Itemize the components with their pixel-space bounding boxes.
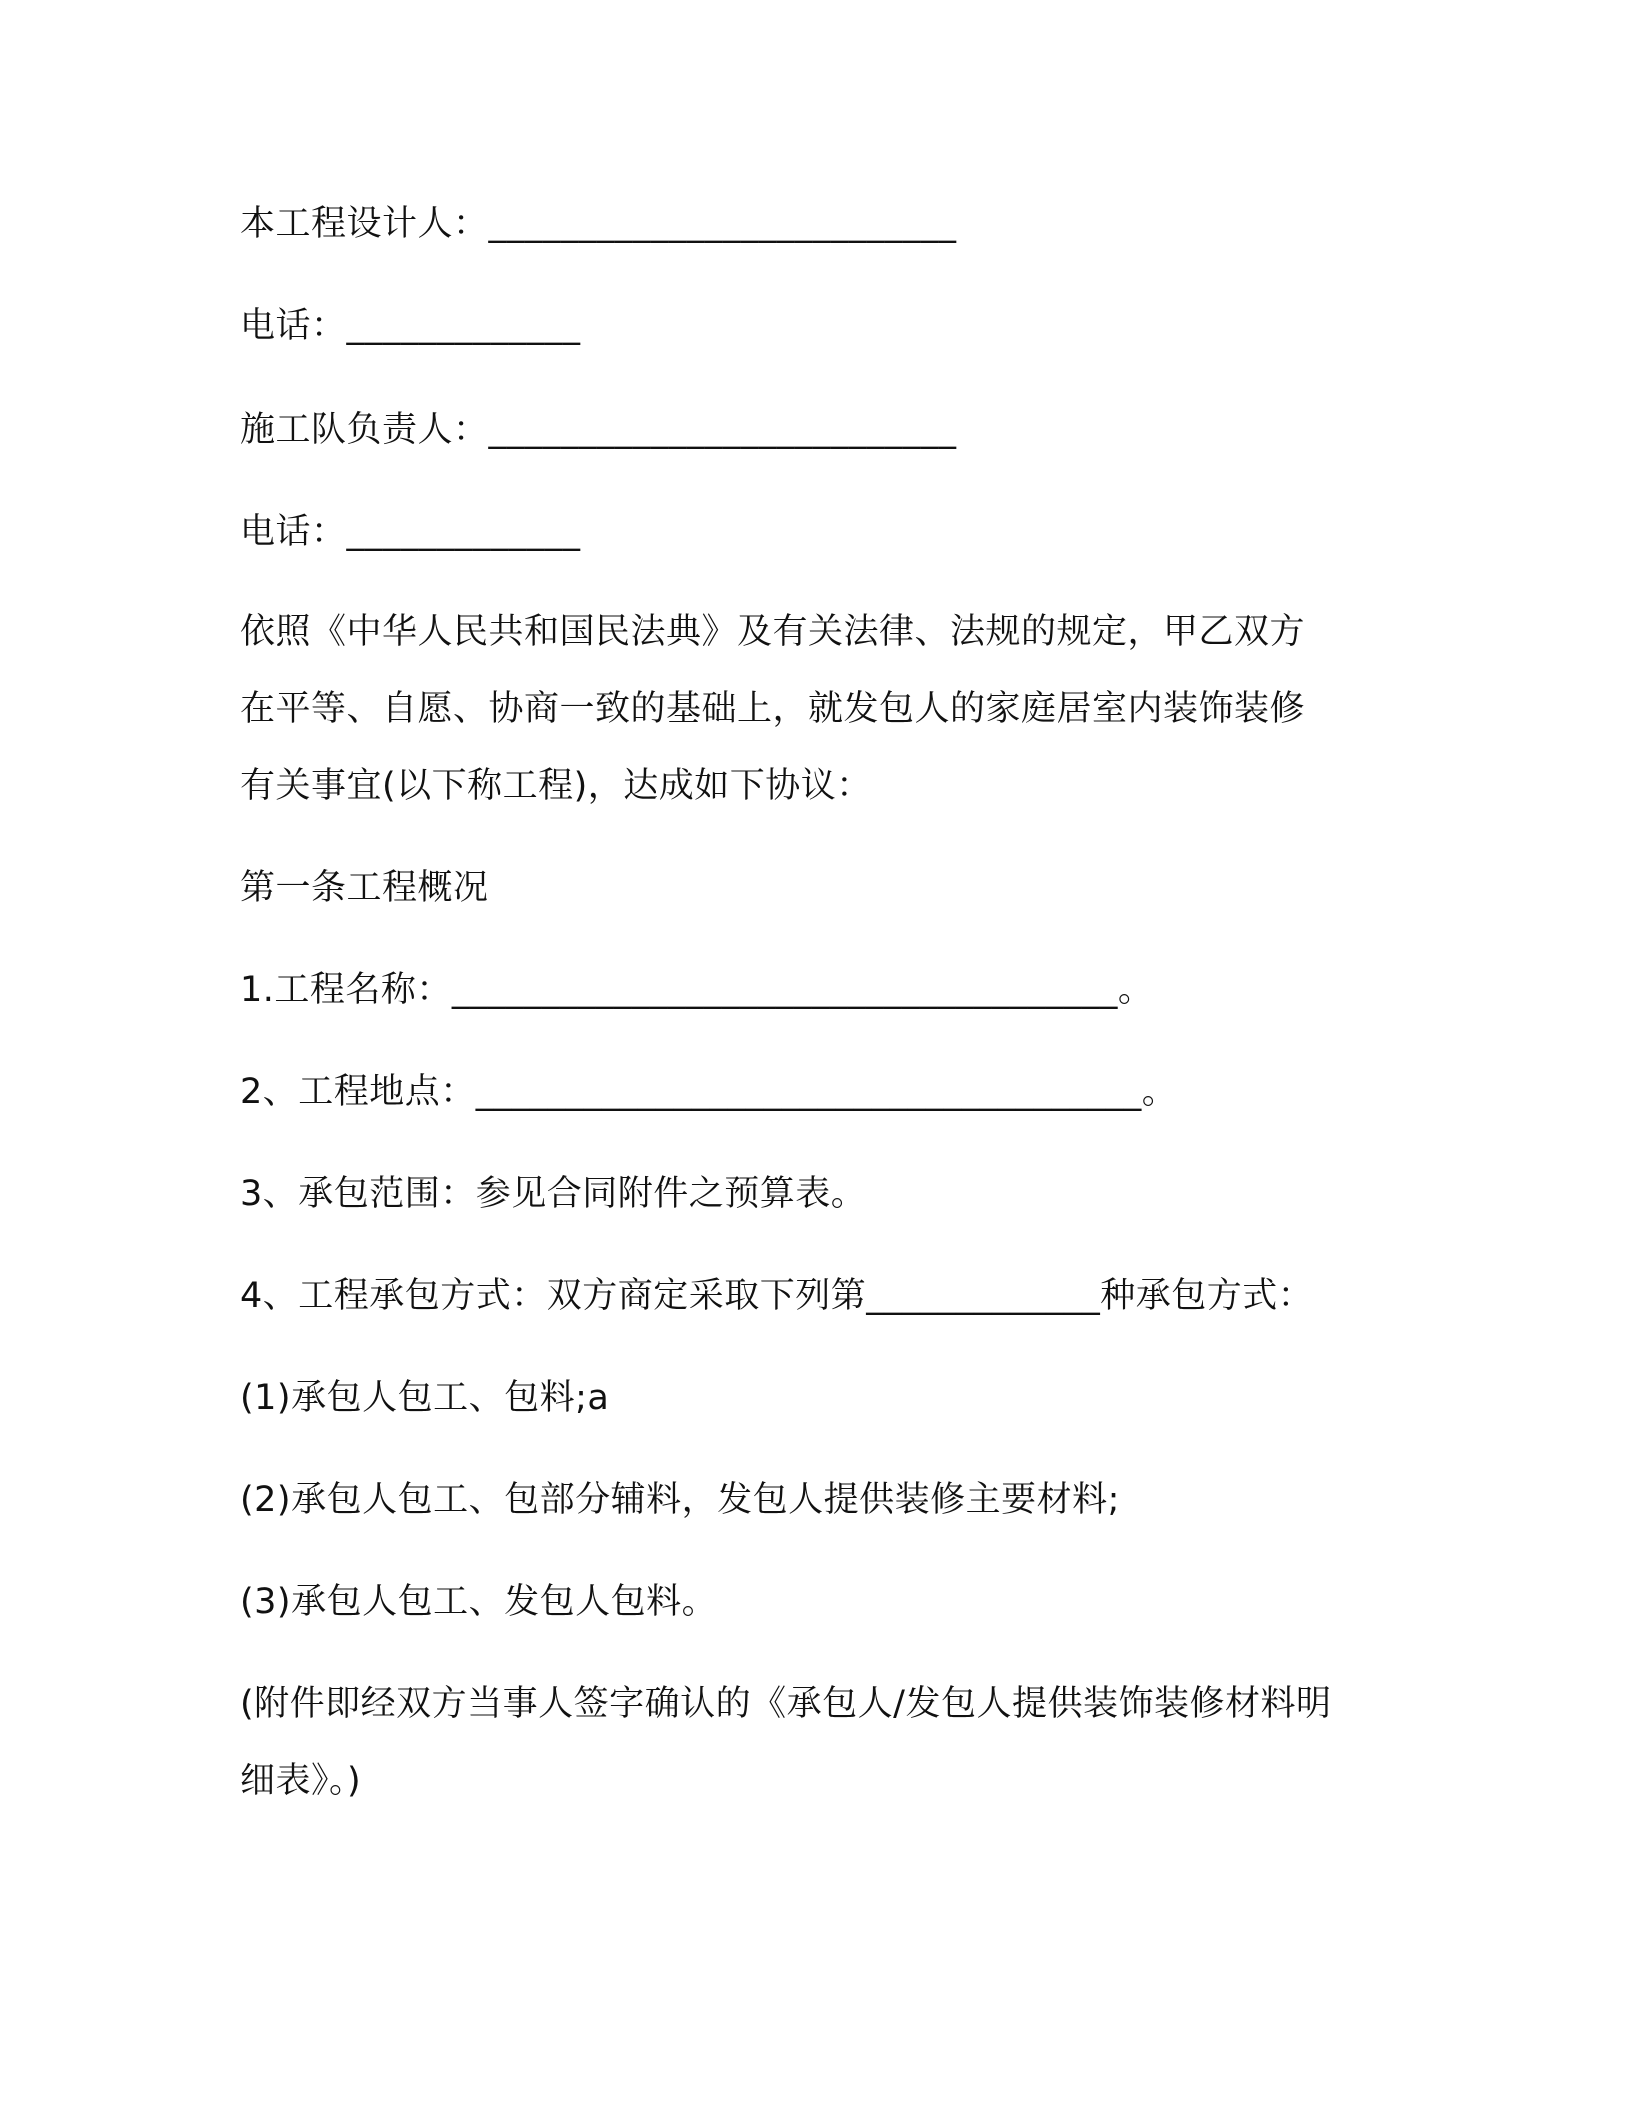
designer-phone-field: 电话：_____________ [240, 306, 581, 346]
project-location-field: 2、工程地点：_____________________________________。 [240, 1072, 1178, 1112]
attachment-note-line-1: (附件即经双方当事人签字确认的《承包人/发包人提供装饰装修材料明 [240, 1684, 1332, 1724]
team-leader-phone-field: 电话：_____________ [240, 512, 581, 552]
attachment-note-line-2: 细表》。) [240, 1761, 362, 1801]
contract-method-line: 4、工程承包方式：双方商定采取下列第_____________种承包方式： [240, 1276, 1314, 1316]
preamble-line-3: 有关事宜(以下称工程)，达成如下协议： [240, 766, 872, 806]
preamble-line-2: 在平等、自愿、协商一致的基础上，就发包人的家庭居室内装饰装修 [240, 689, 1306, 729]
preamble-line-1: 依照《中华人民共和国民法典》及有关法律、法规的规定，甲乙双方 [240, 612, 1306, 652]
project-name-field: 1.工程名称：_____________________________________。 [240, 970, 1154, 1010]
method-option-2: (2)承包人包工、包部分辅料，发包人提供装修主要材料; [240, 1480, 1120, 1520]
designer-field: 本工程设计人：__________________________ [240, 204, 957, 244]
team-leader-field: 施工队负责人：__________________________ [240, 410, 957, 450]
contract-scope-line: 3、承包范围：参见合同附件之预算表。 [240, 1174, 867, 1214]
article-1-heading: 第一条工程概况 [240, 868, 489, 908]
method-option-3: (3)承包人包工、发包人包料。 [240, 1582, 718, 1622]
method-option-1: (1)承包人包工、包料;a [240, 1378, 610, 1418]
